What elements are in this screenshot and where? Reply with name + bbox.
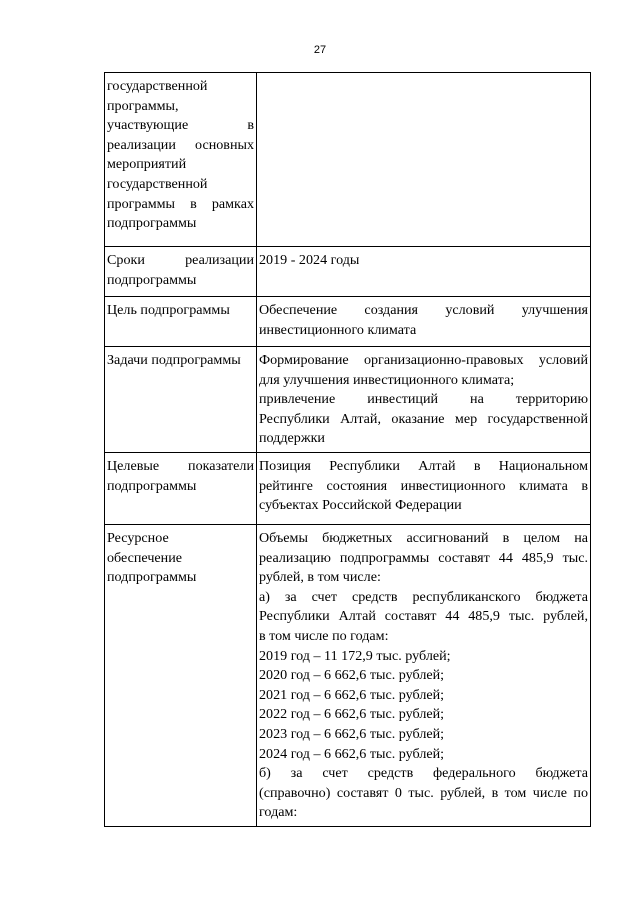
row-label-line: Целевые показатели — [107, 457, 254, 474]
row-label-line: подпрограммы — [107, 569, 197, 586]
row-value-line: 2022 год – 6 662,6 тыс. рублей; — [259, 706, 445, 723]
row-label-line: обеспечение — [107, 549, 183, 566]
row-label-line: подпрограммы — [107, 215, 197, 232]
row-value-line: Позиция Республики Алтай в Национальном — [259, 457, 588, 474]
row-label-line: программы в рамках — [107, 195, 254, 212]
row-value-cell — [257, 452, 591, 524]
row-value-cell — [257, 524, 591, 826]
row-label-line: программы, — [107, 97, 179, 114]
row-value-line: в том числе по годам: — [259, 627, 389, 644]
row-value-line: Формирование организационно-правовых условий — [259, 352, 588, 368]
row-value-line: 2024 год – 6 662,6 тыс. рублей; — [259, 745, 445, 762]
row-value-cell — [257, 297, 591, 347]
row-label-line: Ресурсное — [107, 529, 169, 546]
row-label-cell — [105, 247, 257, 297]
row-label-line: участвующие в — [107, 117, 254, 134]
table-row — [105, 524, 591, 826]
page-number: 27 — [313, 44, 327, 56]
row-label-line: государственной — [107, 78, 208, 94]
row-value-line: Объемы бюджетных ассигнований в целом на — [259, 529, 588, 546]
table-row — [105, 247, 591, 297]
row-value-line: 2020 год – 6 662,6 тыс. рублей; — [259, 667, 445, 684]
row-value-cell — [257, 73, 591, 247]
table-row — [105, 297, 591, 347]
row-value-line: рейтинге состояния инвестиционного климата в — [259, 477, 588, 494]
row-value-line: 2023 год – 6 662,6 тыс. рублей; — [259, 725, 445, 742]
subprogram-passport-table — [104, 72, 591, 827]
row-label-line: подпрограммы — [107, 271, 197, 288]
row-value-line: поддержки — [259, 430, 325, 447]
row-value-line: реализацию подпрограммы составят 44 485,9 тыс. — [259, 549, 588, 566]
row-label-line: реализации основных — [107, 136, 254, 153]
table-row — [105, 347, 591, 453]
row-value-line: 2019 - 2024 годы — [259, 252, 360, 268]
row-label-line: подпрограммы — [107, 477, 197, 494]
row-value-line: инвестиционного климата — [259, 321, 417, 338]
row-label-line: мероприятий — [107, 156, 187, 173]
row-label-cell — [105, 297, 257, 347]
row-value-line: рублей, в том числе: — [259, 569, 381, 586]
row-value-line: годам: — [259, 804, 298, 821]
row-label-cell — [105, 73, 257, 247]
row-label-cell — [105, 347, 257, 453]
row-value-cell — [257, 247, 591, 297]
row-value-line: Республики Алтай составят 44 485,9 тыс. рублей, — [259, 608, 588, 625]
row-value-line: Обеспечение создания условий улучшения — [259, 302, 588, 318]
row-value-line: 2019 год – 11 172,9 тыс. рублей; — [259, 647, 451, 664]
table-row — [105, 73, 591, 247]
row-value-line: 2021 год – 6 662,6 тыс. рублей; — [259, 686, 445, 703]
row-value-line: субъектах Российской Федерации — [259, 497, 462, 514]
table-row — [105, 452, 591, 524]
row-label-cell — [105, 524, 257, 826]
row-value-line: а) за счет средств республиканского бюджета — [259, 588, 588, 605]
row-label-cell — [105, 452, 257, 524]
row-label-line: Задачи подпрограммы — [107, 352, 241, 368]
table-body — [105, 73, 591, 827]
row-label-line: государственной — [107, 175, 208, 192]
row-value-line: для улучшения инвестиционного климата; — [259, 371, 515, 388]
row-value-line: Республики Алтай, оказание мер государственной — [259, 410, 588, 427]
row-value-cell — [257, 347, 591, 453]
row-value-line: б) за счет средств федерального бюджета — [259, 765, 588, 782]
row-value-line: (справочно) составят 0 тыс. рублей, в том числе по — [259, 784, 588, 801]
row-label-line: Цель подпрограммы — [107, 302, 230, 318]
row-label-line: Сроки реализации — [107, 252, 254, 268]
row-value-line: привлечение инвестиций на территорию — [259, 391, 588, 408]
